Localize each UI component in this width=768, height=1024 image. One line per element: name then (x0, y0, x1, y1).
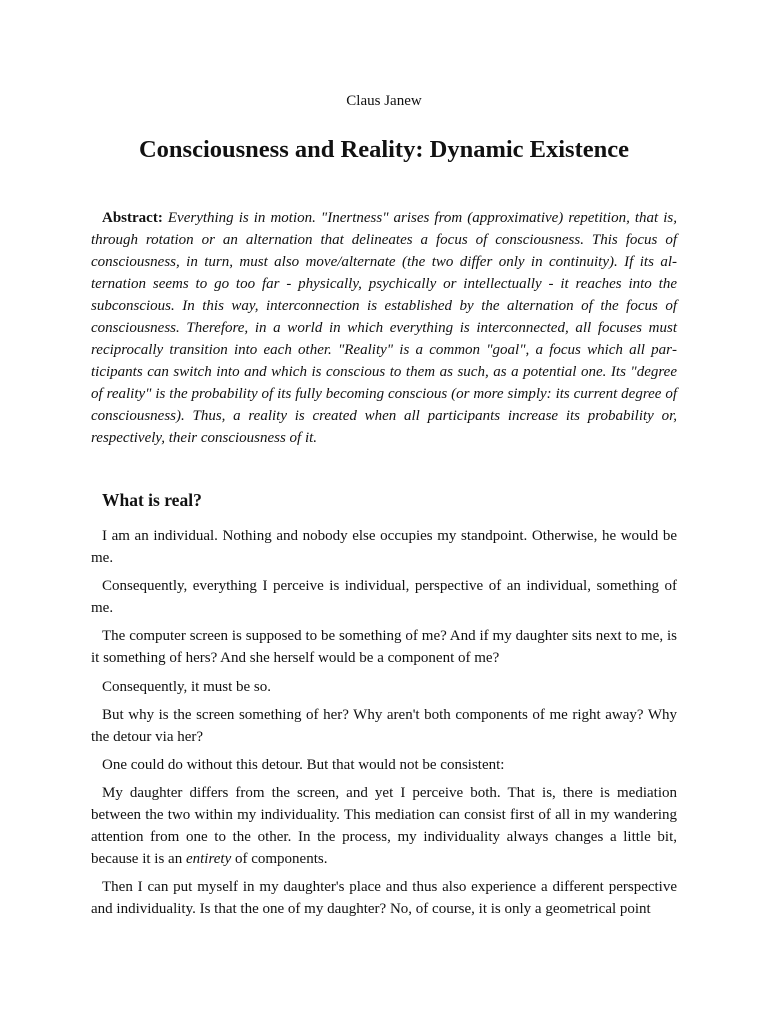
paragraph: Then I can put myself in my daughter's place and thus also experience a different perspective and individuality. Is that the one of my daughter? No, of course, it is only a geometrical point (91, 879, 677, 918)
paragraph (91, 782, 677, 870)
abstract-label: Abstract: (102, 210, 163, 226)
paragraph: But why is the screen something of her? Why aren't both components of me right away? Why the detour via her? (91, 706, 677, 745)
paragraph: Consequently, everything I perceive is individual, perspective of an individual, something of me. (91, 578, 677, 617)
section-body (91, 525, 677, 927)
paragraph-text: My daughter differs from the screen, and yet I perceive both. That is, there is mediation between the two within my individuality. This mediation can consist first of all in my wandering attention from one to the other. In the process, my individuality always changes a little bit, because it is an (91, 785, 677, 868)
paragraph: One could do without this detour. But that would not be consistent: (102, 756, 505, 773)
paragraph: The computer screen is supposed to be something of me? And if my daughter sits next to me, is it something of hers? And she herself would be a component of me? (91, 628, 677, 667)
abstract (91, 207, 677, 449)
section-heading: What is real? (102, 490, 202, 510)
author-name: Claus Janew (346, 93, 422, 109)
paragraph: I am an individual. Nothing and nobody else occupies my standpoint. Otherwise, he would be me. (91, 528, 677, 566)
abstract-text: Everything is in motion. "Inertness" arises from (approximative) repetition, that is, through rotation or an alternation that delineates a focus of consciousness. This focus of consciousness, in turn, must also move/alternate (the two differ only in continuity). If its alternation seems to go too far - physically, psychically or intellectually - it reaches into the subconscious. In this way, interconnection is established by the alternation of the focus of consciousness. Therefore, in a world in which everything is interconnected, all focuses must reciprocally transition into each other. "Reality" is a common "goal", a focus which all participants can switch into and which is conscious to them as such, as a potential one. Its "degree of reality" is the probability of its fully becoming conscious (or more simply: its current degree of consciousness). Thus, a reality is created when all participants increase its probability or, respectively, their consciousness of it. (91, 210, 678, 446)
paper-title: Consciousness and Reality: Dynamic Existence (138, 136, 629, 163)
paragraph-text: of components. (231, 851, 328, 868)
paragraph: Consequently, it must be so. (102, 678, 272, 695)
emphasis-text: entirety (185, 851, 232, 868)
